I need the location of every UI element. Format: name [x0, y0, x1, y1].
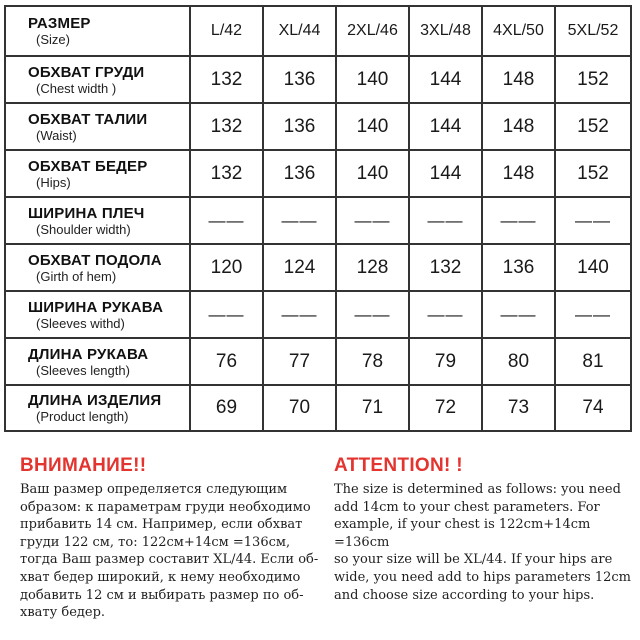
notice-line: хвату бедер. [20, 605, 106, 621]
notice-line: образом: к параметрам груди необходимо [20, 499, 311, 515]
notice-line: wide, you need add to hips parameters 12cm [334, 569, 631, 585]
value-cell [336, 244, 409, 291]
value-cell [482, 291, 555, 338]
value-cell [190, 385, 263, 431]
row-label-ru: ДЛИНА РУКАВА [28, 345, 149, 363]
notice-line: прибавить 14 см. Например, если обхват [20, 517, 303, 533]
value-cell [482, 56, 555, 103]
cell-value: 70 [288, 397, 311, 418]
cell-value: 77 [288, 350, 311, 372]
cell-value: 73 [507, 397, 530, 418]
cell-value: —— [208, 210, 245, 230]
size-header: L/42 [210, 22, 243, 39]
table-row [5, 56, 631, 103]
value-cell [409, 244, 482, 291]
notice-russian [20, 455, 325, 622]
value-cell [263, 197, 336, 244]
notice-line: example, if your chest is 122cm+14cm =136cm [334, 517, 591, 550]
cell-value: 79 [434, 350, 457, 372]
notice-body-ru [20, 481, 325, 622]
cell-value: —— [575, 304, 611, 324]
row-label-cell [5, 150, 190, 197]
cell-value: 69 [215, 397, 238, 418]
value-cell [409, 150, 482, 197]
row-label-en: (Product length) [36, 409, 129, 424]
value-cell [409, 291, 482, 338]
cell-value: 81 [582, 350, 604, 372]
value-cell [336, 291, 409, 338]
row-label-en: (Sleeves length) [36, 362, 130, 378]
cell-value: 152 [577, 162, 609, 184]
notice-english [334, 455, 640, 604]
notice-line: so your size will be XL/44. If your hips are [334, 552, 613, 568]
value-cell [482, 197, 555, 244]
cell-value: 132 [210, 68, 243, 90]
cell-value: 148 [502, 68, 535, 90]
row-label-cell [5, 338, 190, 385]
cell-value: 120 [210, 256, 243, 278]
value-cell [263, 150, 336, 197]
cell-value: —— [427, 210, 464, 230]
cell-value: 76 [215, 350, 238, 372]
value-cell [482, 150, 555, 197]
value-cell [190, 150, 263, 197]
cell-value: 148 [502, 162, 535, 184]
row-label-ru: ОБХВАТ ПОДОЛА [28, 251, 162, 269]
row-label-cell [5, 197, 190, 244]
notice-line: Ваш размер определяется следующим [20, 482, 288, 497]
notice-line: and choose size according to your hips. [334, 587, 595, 603]
value-cell [263, 244, 336, 291]
value-cell [409, 338, 482, 385]
header-label-en: (Size) [36, 32, 70, 47]
cell-value: 72 [434, 397, 457, 418]
notice-title-en: ATTENTION! ! [334, 455, 463, 476]
row-label-cell [5, 244, 190, 291]
cell-value: 144 [429, 68, 462, 90]
cell-value: —— [281, 304, 318, 324]
cell-value: 71 [361, 397, 384, 418]
row-label-cell [5, 56, 190, 103]
cell-value: 140 [356, 162, 389, 184]
cell-value: —— [500, 210, 537, 230]
value-cell [263, 103, 336, 150]
notice-line: добавить 12 см и выбирать размер по об- [20, 587, 304, 603]
value-cell [263, 338, 336, 385]
table-row [5, 338, 631, 385]
value-cell [409, 197, 482, 244]
value-cell [190, 56, 263, 103]
size-chart-table [4, 5, 632, 432]
value-cell [482, 103, 555, 150]
cell-value: 136 [283, 115, 316, 137]
cell-value: —— [281, 210, 318, 230]
row-label-en: (Chest width ) [36, 80, 117, 96]
cell-value: 140 [577, 256, 609, 278]
value-cell [336, 385, 409, 431]
row-label-en: (Shoulder width) [36, 221, 131, 237]
row-label-en: (Hips) [36, 174, 71, 190]
cell-value: 136 [283, 68, 316, 90]
value-cell [555, 150, 631, 197]
row-label-ru: ОБХВАТ БЕДЕР [28, 157, 148, 175]
value-cell [482, 385, 555, 431]
row-label-cell [5, 385, 190, 431]
cell-value: —— [354, 304, 391, 324]
notice-line: тогда Ваш размер составит XL/44. Если об- [20, 552, 319, 568]
value-cell [482, 244, 555, 291]
value-cell [190, 338, 263, 385]
row-label-ru: ШИРИНА РУКАВА [28, 298, 164, 316]
notice-body-en [334, 481, 640, 604]
cell-value: 144 [429, 162, 462, 184]
size-header: 5XL/52 [567, 22, 619, 39]
value-cell [336, 338, 409, 385]
value-cell [555, 291, 631, 338]
notice-line: The size is determined as follows: you need [334, 482, 621, 497]
size-header: 3XL/48 [420, 22, 471, 39]
size-header: 4XL/50 [493, 22, 544, 39]
cell-value: —— [354, 210, 391, 230]
value-cell [336, 56, 409, 103]
row-label-ru: ДЛИНА ИЗДЕЛИЯ [28, 392, 162, 409]
cell-value: 144 [429, 115, 462, 137]
size-header-cell [555, 6, 631, 56]
cell-value: 140 [356, 68, 389, 90]
cell-value: 74 [582, 397, 604, 418]
row-label-cell [5, 291, 190, 338]
table-row [5, 150, 631, 197]
cell-value: 132 [429, 256, 462, 278]
cell-value: 128 [356, 256, 389, 278]
value-cell [555, 338, 631, 385]
size-header-cell [409, 6, 482, 56]
size-header: XL/44 [278, 22, 321, 39]
table-row [5, 103, 631, 150]
value-cell [555, 197, 631, 244]
row-label-en: (Waist) [36, 127, 77, 143]
cell-value: 148 [502, 115, 535, 137]
value-cell [409, 56, 482, 103]
row-label-ru: ШИРИНА ПЛЕЧ [28, 204, 145, 222]
row-label-en: (Sleeves withd) [36, 315, 125, 331]
value-cell [555, 56, 631, 103]
value-cell [336, 103, 409, 150]
cell-value: —— [500, 304, 537, 324]
cell-value: 152 [577, 115, 609, 137]
cell-value: 136 [502, 256, 535, 278]
cell-value: 78 [361, 350, 384, 372]
notice-title-ru: ВНИМАНИЕ!! [20, 455, 147, 476]
cell-value: 80 [507, 350, 530, 372]
row-label-en: (Girth of hem) [36, 268, 117, 284]
cell-value: 124 [283, 256, 316, 278]
value-cell [555, 244, 631, 291]
value-cell [263, 291, 336, 338]
cell-value: —— [575, 210, 611, 230]
size-header-cell [482, 6, 555, 56]
notice-line: add 14cm to your chest parameters. For [334, 499, 600, 515]
value-cell [409, 385, 482, 431]
cell-value: 136 [283, 162, 316, 184]
table-row [5, 291, 631, 338]
cell-value: 132 [210, 162, 243, 184]
size-header: 2XL/46 [347, 22, 398, 39]
value-cell [190, 244, 263, 291]
value-cell [409, 103, 482, 150]
cell-value: —— [427, 304, 464, 324]
value-cell [190, 291, 263, 338]
row-label-ru: ОБХВАТ ГРУДИ [28, 63, 145, 81]
value-cell [336, 197, 409, 244]
value-cell [263, 385, 336, 431]
size-header-cell [190, 6, 263, 56]
table-header-row [5, 6, 631, 56]
value-cell [263, 56, 336, 103]
cell-value: 152 [577, 68, 609, 90]
value-cell [336, 150, 409, 197]
cell-value: 140 [356, 115, 389, 137]
row-label-cell [5, 103, 190, 150]
size-header-cell [263, 6, 336, 56]
table-row [5, 244, 631, 291]
row-label-ru: ОБХВАТ ТАЛИИ [28, 110, 148, 128]
header-label-cell [5, 6, 190, 56]
table-row [5, 197, 631, 244]
value-cell [555, 385, 631, 431]
cell-value: 132 [210, 115, 243, 137]
notice-line: хват бедер широкий, к нему необходимо [20, 569, 301, 585]
value-cell [190, 197, 263, 244]
notice-line: груди 122 см, то: 122см+14см =136см, [20, 534, 291, 550]
value-cell [555, 103, 631, 150]
header-label-ru: РАЗМЕР [28, 15, 91, 32]
table-row [5, 385, 631, 431]
value-cell [190, 103, 263, 150]
value-cell [482, 338, 555, 385]
size-header-cell [336, 6, 409, 56]
cell-value: —— [208, 304, 245, 324]
